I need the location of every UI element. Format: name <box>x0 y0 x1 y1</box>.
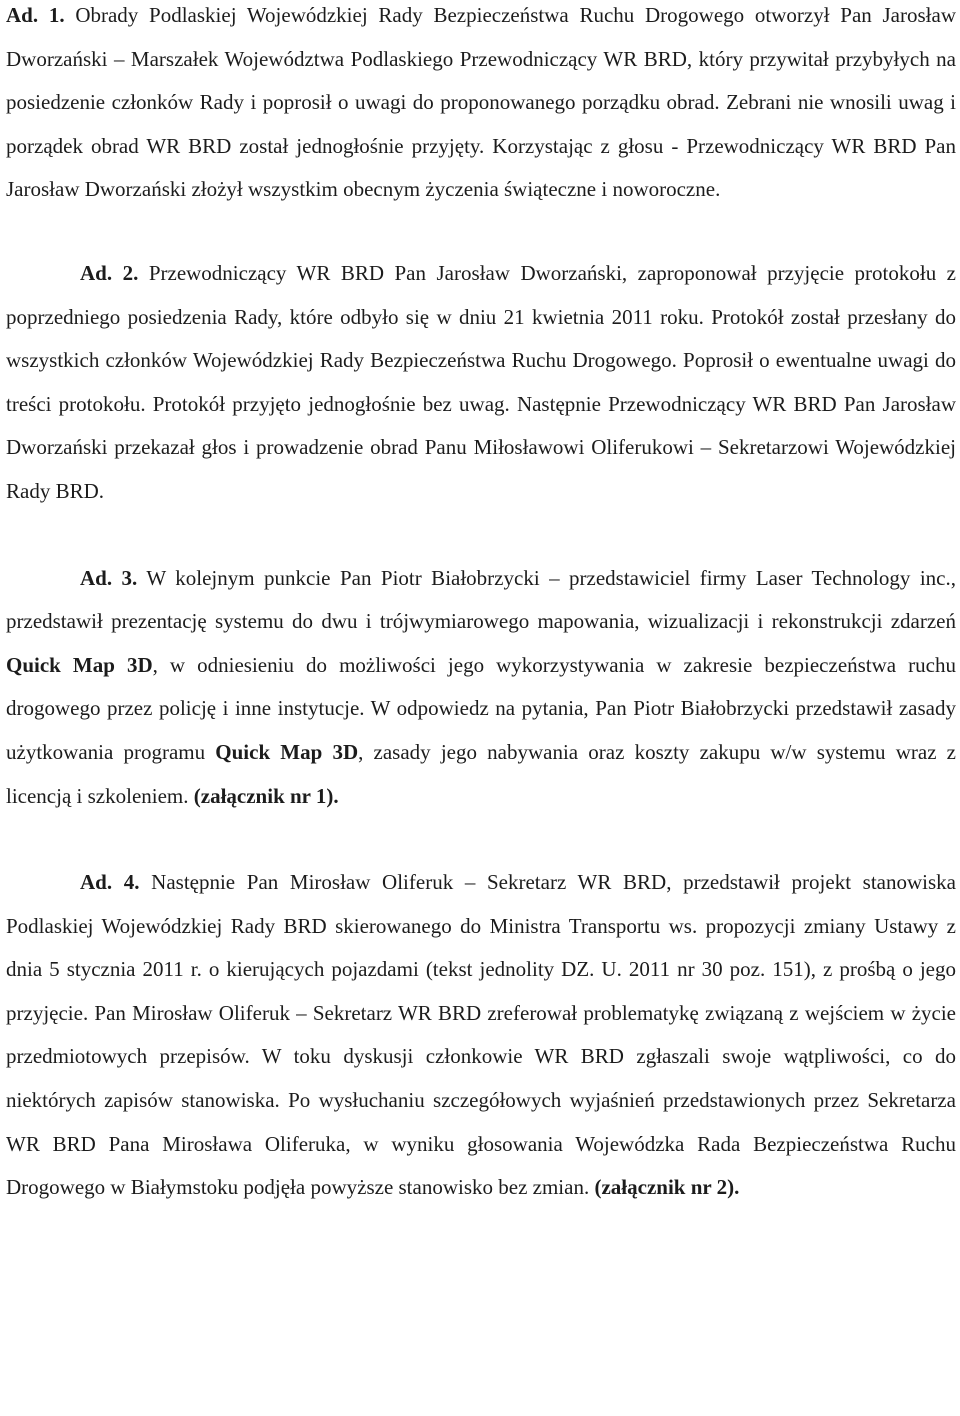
ad-3-product-name-2: Quick Map 3D <box>215 739 359 764</box>
paragraph-ad-1 <box>6 0 956 212</box>
ad-3-text-2: , w odniesieniu do możliwości jego wykorzystywania w zakresie bezpieczeństwa ruchu drogowego przez policję i inne instytucje. W odpowiedz na pytania, Pan Piotr Białobrzycki przedstawił zasady użytkowania programu <box>6 652 956 764</box>
ad-4-label: Ad. 4. <box>80 870 140 895</box>
ad-3-product-name-1: Quick Map 3D <box>6 652 153 677</box>
ad-3-attachment-ref: (załącznik nr 1). <box>193 783 339 808</box>
ad-1-text: Obrady Podlaskiej Wojewódzkiej Rady Bezpieczeństwa Ruchu Drogowego otworzył Pan Jarosław Dworzański – Marszałek Województwa Podlaskiego Przewodniczący WR BRD, który przywitał przybyłych na posiedzenie członków Rady i poprosił o uwagi do proponowanego porządku obrad. Zebrani nie wnosili uwag i porządek obrad WR BRD został jednogłośnie przyjęty. Korzystając z głosu - Przewodniczący WR BRD Pan Jarosław Dworzański złożył wszystkim obecnym życzenia świąteczne i noworoczne. <box>6 3 956 202</box>
ad-1-label: Ad. 1. <box>6 3 65 27</box>
ad-3-text-3: , zasady jego nabywania oraz koszty zakupu w/w systemu wraz z licencją i szkoleniem. <box>6 739 956 808</box>
ad-4-attachment-ref: (załącznik nr 2). <box>594 1175 740 1200</box>
ad-2-text: Przewodniczący WR BRD Pan Jarosław Dworzański, zaproponował przyjęcie protokołu z poprzedniego posiedzenia Rady, które odbyło się w dniu 21 kwietnia 2011 roku. Protokół został przesłany do wszystkich członków Wojewódzkiej Rady Bezpieczeństwa Ruchu Drogowego. Poprosił o ewentualne uwagi do treści protokołu. Protokół przyjęto jednogłośnie bez uwag. Następnie Przewodniczący WR BRD Pan Jarosław Dworzański przekazał głos i prowadzenie obrad Panu Miłosławowi Oliferukowi – Sekretarzowi Wojewódzkiej Rady BRD. <box>6 260 956 503</box>
ad-3-label: Ad. 3. <box>80 565 138 590</box>
paragraph-ad-3 <box>6 557 956 819</box>
document-page <box>6 0 956 1210</box>
paragraph-ad-2 <box>6 252 956 514</box>
paragraph-ad-4 <box>6 861 956 1210</box>
ad-4-text: Następnie Pan Mirosław Oliferuk – Sekretarz WR BRD, przedstawił projekt stanowiska Podlaskiej Wojewódzkiej Rady BRD skierowanego do Ministra Transportu ws. propozycji zmiany Ustawy z dnia 5 stycznia 2011 r. o kierujących pojazdami (tekst jednolity DZ. U. 2011 nr 30 poz. 151), z prośbą o jego przyjęcie. Pan Mirosław Oliferuk – Sekretarz WR BRD zreferował problematykę związaną z wejściem w życie przedmiotowych przepisów. W toku dyskusji członkowie WR BRD zgłaszali swoje wątpliwości, co do niektórych zapisów stanowiska. Po wysłuchaniu szczegółowych wyjaśnień przedstawionych przez Sekretarza WR BRD Pana Mirosława Oliferuka, w wyniku głosowania Wojewódzka Rada Bezpieczeństwa Ruchu Drogowego w Białymstoku podjęła powyższe stanowisko bez zmian. <box>6 870 956 1200</box>
ad-3-text-1: W kolejnym punkcie Pan Piotr Białobrzycki – przedstawiciel firmy Laser Technology inc., przedstawił prezentację systemu do dwu i trójwymiarowego mapowania, wizualizacji i rekonstrukcji zdarzeń <box>6 565 956 634</box>
ad-2-label: Ad. 2. <box>80 260 139 285</box>
